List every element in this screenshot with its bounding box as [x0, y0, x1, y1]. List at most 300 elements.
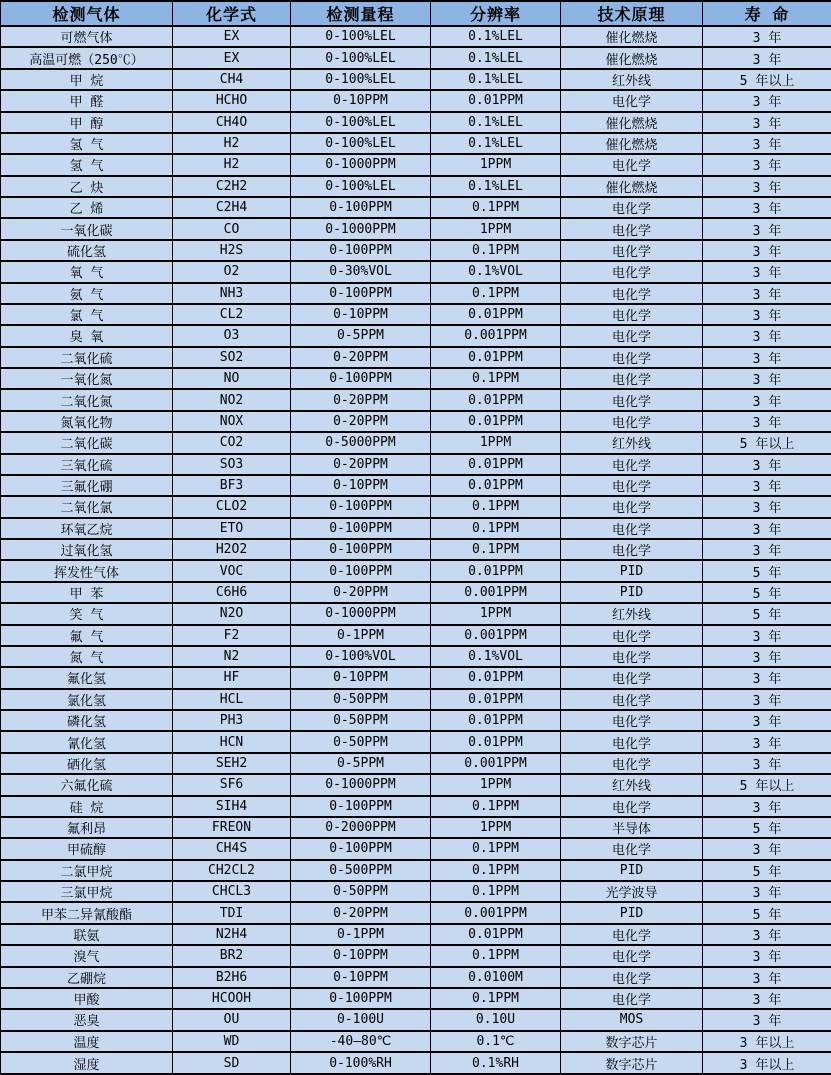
- cell-lifespan: 3 年: [703, 689, 831, 710]
- cell-range: 0-20PPM: [291, 411, 431, 432]
- cell-lifespan: 5 年以上: [703, 774, 831, 795]
- cell-resolution: 0.01PPM: [431, 475, 561, 496]
- cell-range: 0-100%RH: [291, 1052, 431, 1074]
- cell-range: 0-10PPM: [291, 945, 431, 966]
- cell-principle: 催化燃烧: [561, 47, 703, 68]
- cell-principle: 红外线: [561, 432, 703, 453]
- cell-principle: 电化学: [561, 689, 703, 710]
- cell-range: 0-100%LEL: [291, 133, 431, 154]
- cell-formula: ETO: [173, 518, 291, 539]
- cell-gas: 恶臭: [1, 1009, 173, 1030]
- cell-principle: 电化学: [561, 389, 703, 410]
- table-row: [1, 582, 831, 603]
- column-header-formula: 化学式: [173, 1, 291, 26]
- cell-lifespan: 3 年: [703, 218, 831, 239]
- cell-lifespan: 3 年: [703, 304, 831, 325]
- cell-range: 0-100PPM: [291, 518, 431, 539]
- cell-formula: CHCL3: [173, 881, 291, 902]
- cell-principle: 红外线: [561, 603, 703, 624]
- cell-formula: NO2: [173, 389, 291, 410]
- cell-formula: CH2CL2: [173, 860, 291, 881]
- cell-formula: C2H2: [173, 176, 291, 197]
- cell-formula: CO: [173, 218, 291, 239]
- cell-gas: 氢 气: [1, 154, 173, 175]
- cell-range: 0-100%LEL: [291, 176, 431, 197]
- cell-resolution: 0.001PPM: [431, 753, 561, 774]
- cell-gas: 二氧化碳: [1, 432, 173, 453]
- cell-range: 0-100PPM: [291, 197, 431, 218]
- cell-principle: 电化学: [561, 625, 703, 646]
- cell-range: 0-1000PPM: [291, 154, 431, 175]
- cell-formula: HCN: [173, 731, 291, 752]
- cell-formula: H2: [173, 154, 291, 175]
- table-row: [1, 432, 831, 453]
- cell-range: 0-100%VOL: [291, 646, 431, 667]
- cell-gas: 硅 烷: [1, 796, 173, 817]
- table-row: [1, 154, 831, 175]
- cell-gas: 甲 醛: [1, 90, 173, 111]
- cell-range: 0-50PPM: [291, 881, 431, 902]
- cell-lifespan: 5 年: [703, 817, 831, 838]
- cell-gas: 甲酸: [1, 988, 173, 1009]
- table-row: [1, 518, 831, 539]
- cell-principle: 电化学: [561, 90, 703, 111]
- cell-range: 0-100PPM: [291, 496, 431, 517]
- table-header: [1, 1, 831, 26]
- cell-lifespan: 3 年: [703, 988, 831, 1009]
- cell-formula: F2: [173, 625, 291, 646]
- cell-resolution: 0.0100M: [431, 967, 561, 988]
- cell-principle: MOS: [561, 1009, 703, 1030]
- cell-gas: 六氟化硫: [1, 774, 173, 795]
- cell-resolution: 0.1PPM: [431, 197, 561, 218]
- cell-gas: 氯化氢: [1, 689, 173, 710]
- cell-resolution: 1PPM: [431, 817, 561, 838]
- cell-lifespan: 3 年: [703, 197, 831, 218]
- cell-gas: 甲硫醇: [1, 838, 173, 859]
- cell-principle: 电化学: [561, 945, 703, 966]
- cell-formula: CH4: [173, 69, 291, 90]
- cell-principle: PID: [561, 560, 703, 581]
- cell-gas: 氟化氢: [1, 667, 173, 688]
- cell-gas: 一氧化氮: [1, 368, 173, 389]
- cell-lifespan: 3 年: [703, 667, 831, 688]
- cell-range: 0-100U: [291, 1009, 431, 1030]
- cell-resolution: 0.1PPM: [431, 838, 561, 859]
- cell-principle: 电化学: [561, 411, 703, 432]
- cell-principle: 光学波导: [561, 881, 703, 902]
- cell-lifespan: 3 年: [703, 261, 831, 282]
- table-row: [1, 197, 831, 218]
- cell-formula: OU: [173, 1009, 291, 1030]
- cell-gas: 温度: [1, 1031, 173, 1052]
- cell-lifespan: 3 年: [703, 518, 831, 539]
- cell-principle: 电化学: [561, 218, 703, 239]
- cell-resolution: 0.1PPM: [431, 283, 561, 304]
- cell-range: 0-10PPM: [291, 475, 431, 496]
- cell-gas: 甲苯二异氰酸酯: [1, 902, 173, 923]
- table-row: [1, 240, 831, 261]
- cell-range: 0-50PPM: [291, 731, 431, 752]
- cell-lifespan: 3 年: [703, 325, 831, 346]
- cell-resolution: 0.1PPM: [431, 240, 561, 261]
- table-row: [1, 560, 831, 581]
- cell-gas: 联氨: [1, 924, 173, 945]
- cell-principle: 催化燃烧: [561, 112, 703, 133]
- cell-lifespan: 5 年以上: [703, 69, 831, 90]
- cell-gas: 笑 气: [1, 603, 173, 624]
- cell-range: 0-100PPM: [291, 283, 431, 304]
- table-row: [1, 924, 831, 945]
- cell-resolution: 0.1%LEL: [431, 112, 561, 133]
- cell-principle: PID: [561, 582, 703, 603]
- cell-range: 0-30%VOL: [291, 261, 431, 282]
- cell-gas: 氨 气: [1, 283, 173, 304]
- cell-formula: EX: [173, 26, 291, 47]
- cell-principle: 催化燃烧: [561, 133, 703, 154]
- table-row: [1, 347, 831, 368]
- cell-resolution: 0.01PPM: [431, 689, 561, 710]
- cell-range: 0-500PPM: [291, 860, 431, 881]
- cell-formula: FREON: [173, 817, 291, 838]
- cell-formula: H2: [173, 133, 291, 154]
- cell-resolution: 0.01PPM: [431, 90, 561, 111]
- table-row: [1, 753, 831, 774]
- cell-lifespan: 3 年: [703, 154, 831, 175]
- cell-resolution: 0.001PPM: [431, 325, 561, 346]
- cell-lifespan: 3 年: [703, 539, 831, 560]
- cell-principle: 电化学: [561, 710, 703, 731]
- table-row: [1, 1031, 831, 1052]
- cell-gas: 甲 苯: [1, 582, 173, 603]
- cell-range: 0-20PPM: [291, 902, 431, 923]
- cell-range: 0-50PPM: [291, 710, 431, 731]
- cell-principle: 电化学: [561, 731, 703, 752]
- cell-gas: 甲 醇: [1, 112, 173, 133]
- cell-formula: HCHO: [173, 90, 291, 111]
- cell-lifespan: 3 年: [703, 496, 831, 517]
- cell-principle: 电化学: [561, 325, 703, 346]
- table-row: [1, 646, 831, 667]
- table-row: [1, 860, 831, 881]
- table-row: [1, 710, 831, 731]
- cell-lifespan: 5 年: [703, 560, 831, 581]
- cell-resolution: 0.01PPM: [431, 924, 561, 945]
- cell-formula: WD: [173, 1031, 291, 1052]
- cell-principle: 电化学: [561, 924, 703, 945]
- cell-lifespan: 3 年: [703, 924, 831, 945]
- cell-range: 0-5000PPM: [291, 432, 431, 453]
- cell-principle: 电化学: [561, 753, 703, 774]
- cell-resolution: 1PPM: [431, 603, 561, 624]
- cell-lifespan: 3 年: [703, 753, 831, 774]
- cell-resolution: 0.01PPM: [431, 667, 561, 688]
- cell-gas: 臭 氧: [1, 325, 173, 346]
- table-row: [1, 496, 831, 517]
- cell-formula: CH4S: [173, 838, 291, 859]
- table-row: [1, 133, 831, 154]
- cell-resolution: 1PPM: [431, 154, 561, 175]
- cell-range: 0-20PPM: [291, 454, 431, 475]
- cell-gas: 二氧化氯: [1, 496, 173, 517]
- cell-formula: SEH2: [173, 753, 291, 774]
- cell-lifespan: 3 年: [703, 731, 831, 752]
- table-row: [1, 1052, 831, 1074]
- cell-formula: SF6: [173, 774, 291, 795]
- column-header-resolution: 分辨率: [431, 1, 561, 26]
- cell-formula: CO2: [173, 432, 291, 453]
- cell-principle: 电化学: [561, 967, 703, 988]
- cell-lifespan: 3 年: [703, 90, 831, 111]
- cell-principle: 电化学: [561, 475, 703, 496]
- cell-gas: 氯 气: [1, 304, 173, 325]
- cell-range: 0-100%LEL: [291, 69, 431, 90]
- cell-resolution: 0.1%LEL: [431, 26, 561, 47]
- cell-range: 0-100%LEL: [291, 47, 431, 68]
- cell-gas: 氰化氢: [1, 731, 173, 752]
- cell-range: 0-1000PPM: [291, 774, 431, 795]
- cell-gas: 挥发性气体: [1, 560, 173, 581]
- column-header-gas: 检测气体: [1, 1, 173, 26]
- table-row: [1, 218, 831, 239]
- table-row: [1, 774, 831, 795]
- cell-range: 0-50PPM: [291, 689, 431, 710]
- cell-principle: 电化学: [561, 347, 703, 368]
- cell-resolution: 0.1%LEL: [431, 47, 561, 68]
- cell-principle: 数字芯片: [561, 1031, 703, 1052]
- cell-formula: VOC: [173, 560, 291, 581]
- cell-lifespan: 3 年: [703, 347, 831, 368]
- cell-gas: 溴气: [1, 945, 173, 966]
- cell-range: 0-10PPM: [291, 967, 431, 988]
- cell-resolution: 0.01PPM: [431, 454, 561, 475]
- cell-formula: NH3: [173, 283, 291, 304]
- table-row: [1, 411, 831, 432]
- cell-range: 0-100PPM: [291, 368, 431, 389]
- cell-gas: 氟利昂: [1, 817, 173, 838]
- cell-formula: SD: [173, 1052, 291, 1074]
- header-row: [1, 1, 831, 26]
- cell-lifespan: 3 年: [703, 945, 831, 966]
- cell-formula: N2: [173, 646, 291, 667]
- cell-gas: 三氧化硫: [1, 454, 173, 475]
- cell-principle: 电化学: [561, 539, 703, 560]
- cell-formula: SIH4: [173, 796, 291, 817]
- cell-formula: SO2: [173, 347, 291, 368]
- cell-formula: HF: [173, 667, 291, 688]
- cell-lifespan: 3 年: [703, 710, 831, 731]
- cell-principle: PID: [561, 902, 703, 923]
- cell-lifespan: 3 年: [703, 475, 831, 496]
- table-row: [1, 389, 831, 410]
- cell-lifespan: 3 年: [703, 411, 831, 432]
- cell-formula: BR2: [173, 945, 291, 966]
- cell-range: 0-20PPM: [291, 582, 431, 603]
- cell-lifespan: 3 年: [703, 625, 831, 646]
- cell-resolution: 0.001PPM: [431, 625, 561, 646]
- cell-lifespan: 3 年: [703, 1009, 831, 1030]
- cell-gas: 二氧化氮: [1, 389, 173, 410]
- cell-formula: SO3: [173, 454, 291, 475]
- cell-resolution: 0.1PPM: [431, 988, 561, 1009]
- cell-range: 0-5PPM: [291, 325, 431, 346]
- cell-formula: H2O2: [173, 539, 291, 560]
- cell-lifespan: 3 年: [703, 838, 831, 859]
- cell-range: 0-10PPM: [291, 90, 431, 111]
- cell-principle: 电化学: [561, 838, 703, 859]
- cell-lifespan: 5 年: [703, 582, 831, 603]
- cell-resolution: 0.01PPM: [431, 389, 561, 410]
- cell-lifespan: 3 年: [703, 454, 831, 475]
- table-row: [1, 47, 831, 68]
- cell-range: 0-100PPM: [291, 988, 431, 1009]
- cell-gas: 过氧化氢: [1, 539, 173, 560]
- table-body: [1, 26, 831, 1074]
- cell-formula: NOX: [173, 411, 291, 432]
- table-row: [1, 902, 831, 923]
- cell-principle: 电化学: [561, 240, 703, 261]
- cell-lifespan: 3 年: [703, 368, 831, 389]
- cell-lifespan: 3 年: [703, 967, 831, 988]
- cell-lifespan: 3 年: [703, 112, 831, 133]
- cell-principle: 红外线: [561, 774, 703, 795]
- cell-formula: O2: [173, 261, 291, 282]
- cell-lifespan: 3 年: [703, 47, 831, 68]
- cell-principle: 电化学: [561, 496, 703, 517]
- cell-gas: 氮氧化物: [1, 411, 173, 432]
- table-row: [1, 283, 831, 304]
- cell-formula: C2H4: [173, 197, 291, 218]
- cell-range: 0-1PPM: [291, 924, 431, 945]
- cell-gas: 乙 烯: [1, 197, 173, 218]
- cell-principle: 电化学: [561, 796, 703, 817]
- cell-gas: 二氯甲烷: [1, 860, 173, 881]
- cell-principle: 电化学: [561, 154, 703, 175]
- cell-resolution: 1PPM: [431, 774, 561, 795]
- table-row: [1, 817, 831, 838]
- cell-principle: 电化学: [561, 454, 703, 475]
- table-row: [1, 796, 831, 817]
- table-row: [1, 667, 831, 688]
- cell-resolution: 0.01PPM: [431, 347, 561, 368]
- cell-resolution: 0.1PPM: [431, 496, 561, 517]
- cell-range: 0-20PPM: [291, 347, 431, 368]
- cell-range: 0-1000PPM: [291, 218, 431, 239]
- cell-resolution: 0.1PPM: [431, 796, 561, 817]
- table-row: [1, 325, 831, 346]
- cell-resolution: 0.1%RH: [431, 1052, 561, 1074]
- cell-range: 0-100%LEL: [291, 26, 431, 47]
- table-row: [1, 475, 831, 496]
- cell-principle: 数字芯片: [561, 1052, 703, 1074]
- cell-formula: HCL: [173, 689, 291, 710]
- cell-formula: CL2: [173, 304, 291, 325]
- cell-lifespan: 3 年: [703, 26, 831, 47]
- cell-principle: 电化学: [561, 988, 703, 1009]
- cell-gas: 高温可燃（250℃）: [1, 47, 173, 68]
- cell-lifespan: 3 年: [703, 646, 831, 667]
- cell-range: -40—80℃: [291, 1031, 431, 1052]
- cell-lifespan: 3 年: [703, 283, 831, 304]
- cell-formula: TDI: [173, 902, 291, 923]
- cell-resolution: 0.1PPM: [431, 539, 561, 560]
- table-row: [1, 304, 831, 325]
- cell-resolution: 0.01PPM: [431, 710, 561, 731]
- cell-range: 0-5PPM: [291, 753, 431, 774]
- cell-lifespan: 3 年: [703, 389, 831, 410]
- cell-range: 0-10PPM: [291, 667, 431, 688]
- cell-resolution: 0.1PPM: [431, 860, 561, 881]
- cell-resolution: 0.01PPM: [431, 560, 561, 581]
- cell-range: 0-1PPM: [291, 625, 431, 646]
- cell-resolution: 0.01PPM: [431, 304, 561, 325]
- cell-range: 0-1000PPM: [291, 603, 431, 624]
- cell-resolution: 0.1PPM: [431, 945, 561, 966]
- column-header-lifespan: 寿 命: [703, 1, 831, 26]
- table-row: [1, 945, 831, 966]
- cell-resolution: 0.1PPM: [431, 881, 561, 902]
- cell-gas: 二氧化硫: [1, 347, 173, 368]
- cell-formula: HCOOH: [173, 988, 291, 1009]
- cell-lifespan: 5 年以上: [703, 432, 831, 453]
- cell-gas: 可燃气体: [1, 26, 173, 47]
- cell-principle: 电化学: [561, 646, 703, 667]
- cell-principle: 催化燃烧: [561, 26, 703, 47]
- cell-lifespan: 3 年以上: [703, 1031, 831, 1052]
- cell-range: 0-100PPM: [291, 240, 431, 261]
- cell-lifespan: 3 年: [703, 133, 831, 154]
- cell-lifespan: 5 年: [703, 902, 831, 923]
- table-row: [1, 881, 831, 902]
- cell-range: 0-100PPM: [291, 539, 431, 560]
- cell-formula: CH4O: [173, 112, 291, 133]
- cell-resolution: 0.01PPM: [431, 411, 561, 432]
- table-row: [1, 988, 831, 1009]
- cell-resolution: 0.1PPM: [431, 368, 561, 389]
- column-header-principle: 技术原理: [561, 1, 703, 26]
- cell-lifespan: 3 年: [703, 881, 831, 902]
- cell-principle: 电化学: [561, 197, 703, 218]
- cell-principle: 催化燃烧: [561, 176, 703, 197]
- cell-gas: 环氧乙烷: [1, 518, 173, 539]
- cell-resolution: 0.1%LEL: [431, 69, 561, 90]
- cell-principle: 电化学: [561, 283, 703, 304]
- table-row: [1, 731, 831, 752]
- column-header-range: 检测量程: [291, 1, 431, 26]
- cell-gas: 一氧化碳: [1, 218, 173, 239]
- cell-gas: 甲 烷: [1, 69, 173, 90]
- cell-formula: B2H6: [173, 967, 291, 988]
- cell-gas: 乙硼烷: [1, 967, 173, 988]
- cell-resolution: 0.01PPM: [431, 731, 561, 752]
- cell-range: 0-20PPM: [291, 389, 431, 410]
- cell-principle: 电化学: [561, 304, 703, 325]
- table-row: [1, 967, 831, 988]
- cell-formula: O3: [173, 325, 291, 346]
- cell-resolution: 0.1%LEL: [431, 176, 561, 197]
- cell-formula: C6H6: [173, 582, 291, 603]
- cell-principle: 电化学: [561, 518, 703, 539]
- cell-resolution: 0.1%LEL: [431, 133, 561, 154]
- cell-gas: 氢 气: [1, 133, 173, 154]
- table-row: [1, 26, 831, 47]
- table-row: [1, 603, 831, 624]
- cell-range: 0-100PPM: [291, 796, 431, 817]
- table-row: [1, 368, 831, 389]
- cell-lifespan: 3 年: [703, 240, 831, 261]
- cell-principle: PID: [561, 860, 703, 881]
- cell-resolution: 0.1PPM: [431, 518, 561, 539]
